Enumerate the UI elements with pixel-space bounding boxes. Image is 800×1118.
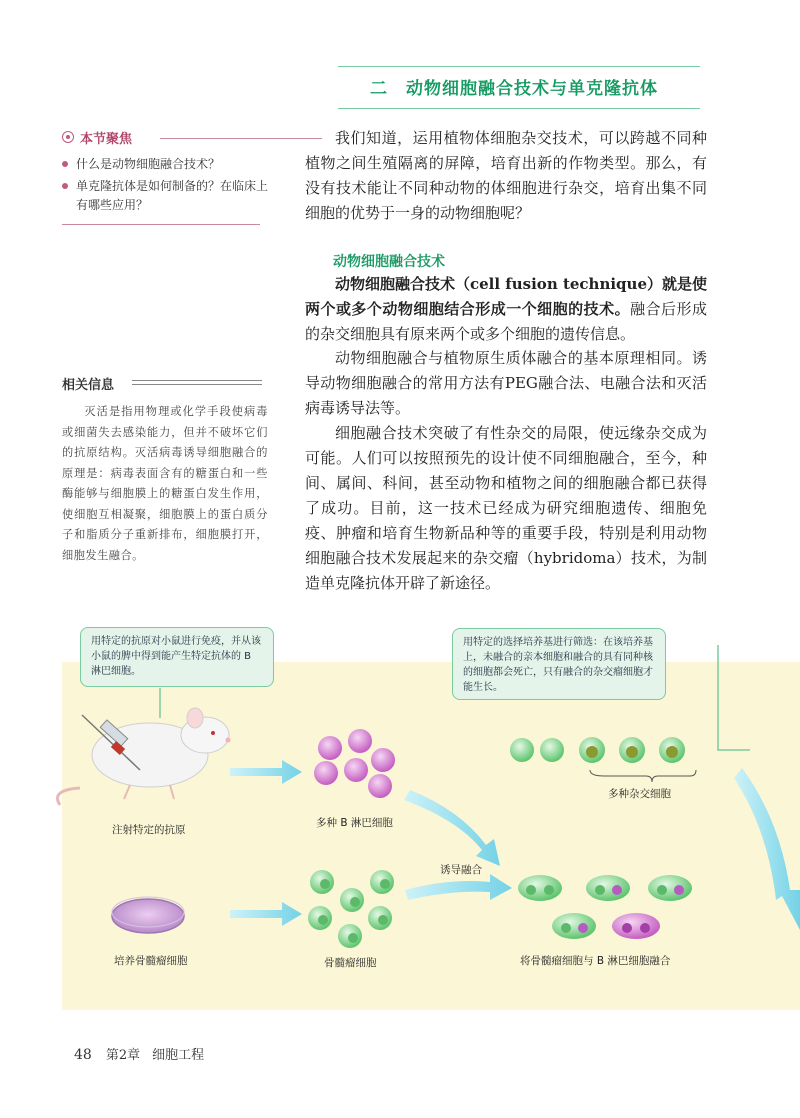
definition-bold: 动物细胞融合技术（cell fusion technique）就是使两个或多个动物细胞结合形成一个细胞的技术。 xyxy=(305,275,707,318)
section-title-text: 动物细胞融合技术与单克隆抗体 xyxy=(406,79,658,99)
subheading: 动物细胞融合技术 xyxy=(333,254,445,270)
section-title xyxy=(370,74,658,99)
process-arrows xyxy=(230,760,800,930)
label-myeloma-cells: 骨髓瘤细胞 xyxy=(324,957,377,969)
culture-dish xyxy=(112,897,184,933)
bullet-icon xyxy=(62,161,68,167)
focus-rule xyxy=(160,138,322,139)
related-info-title: 相关信息 xyxy=(62,378,115,393)
focus-item: 单克隆抗体是如何制备的？在临床上有哪些应用？ xyxy=(62,177,272,215)
focus-header xyxy=(62,130,262,148)
page-footer xyxy=(74,1044,204,1063)
related-info-rule xyxy=(132,380,262,381)
callout-selection: 用特定的选择培养基进行筛选：在该培养基上，未融合的亲本细胞和融合的具有同种核的细胞都会死亡，只有融合的杂交瘤细胞才能生长。 xyxy=(452,628,666,700)
label-fusion: 将骨髓瘤细胞与 B 淋巴细胞融合 xyxy=(520,955,671,967)
chapter-number: 第2章 xyxy=(105,1048,141,1063)
intro-paragraph: 我们知道，运用植物体细胞杂交技术，可以跨越不同种植物之间生殖隔离的屏障，培育出新的作物类型。那么，有没有技术能让不同种动物的体细胞进行杂交，培育出集不同细胞的优势于一身的动物细胞呢？ xyxy=(305,129,707,222)
chapter-title: 细胞工程 xyxy=(152,1048,205,1063)
section-number: 二 xyxy=(370,79,388,99)
page-number: 48 xyxy=(74,1047,92,1063)
section-bottom-rule xyxy=(338,108,700,109)
target-icon xyxy=(62,131,74,143)
focus-title: 本节聚焦 xyxy=(80,132,133,147)
connector-line xyxy=(718,645,750,750)
bullet-icon xyxy=(62,183,68,189)
label-hybrid-cells: 多种杂交细胞 xyxy=(608,788,671,800)
myeloma-cells xyxy=(308,870,394,948)
focus-bottom-rule xyxy=(62,224,260,225)
focus-item: 什么是动物细胞融合技术？ xyxy=(62,155,272,174)
definition-rest: 融合后形成的杂交细胞具有原来两个或多个细胞的遗传信息。 xyxy=(305,300,707,343)
label-b-cells: 多种 B 淋巴细胞 xyxy=(316,817,393,829)
hybrid-cells xyxy=(510,737,696,782)
label-induce-fusion: 诱导融合 xyxy=(440,864,482,876)
mouse-illustration xyxy=(58,708,231,805)
related-info-body: 灭活是指用物理或化学手段使病毒或细菌失去感染能力，但并不破坏它们的抗原结构。灭活病毒诱导细胞融合的原理是：病毒表面含有的糖蛋白和一些酶能够与细胞膜上的糖蛋白发生作用，使细胞互相凝聚，细胞膜上的蛋白质分子和脂质分子重新排布，细胞膜打开，细胞发生融合。 xyxy=(62,405,268,562)
callout-immunize: 用特定的抗原对小鼠进行免疫，并从该小鼠的脾中得到能产生特定抗体的 B 淋巴细胞。 xyxy=(80,627,274,687)
b-cells xyxy=(314,729,395,798)
fused-cells xyxy=(518,875,692,939)
breakthrough-paragraph: 细胞融合技术突破了有性杂交的局限，使远缘杂交成为可能。人们可以按照预先的设计使不同细胞融合，至今，种间、属间、科间，甚至动物和植物之间的细胞融合都已获得了成功。目前，这一技术已经成为研究细胞遗传、细胞免疫、肿瘤和培育生物新品种等的重要手段，特别是利用动物细胞融合技术发展起来的杂交瘤（hybridoma）技术，为制造单克隆抗体开辟了新途径。 xyxy=(305,424,707,592)
section-top-rule xyxy=(338,66,700,67)
label-culture-myeloma: 培养骨髓瘤细胞 xyxy=(114,955,188,967)
definition-paragraph xyxy=(305,272,707,347)
related-info-rule xyxy=(132,384,262,385)
methods-paragraph: 动物细胞融合与植物原生质体融合的基本原理相同。诱导动物细胞融合的常用方法有PEG融合法、电融合法和灭活病毒诱导法等。 xyxy=(305,349,707,417)
label-inject-antigen: 注射特定的抗原 xyxy=(112,824,186,836)
